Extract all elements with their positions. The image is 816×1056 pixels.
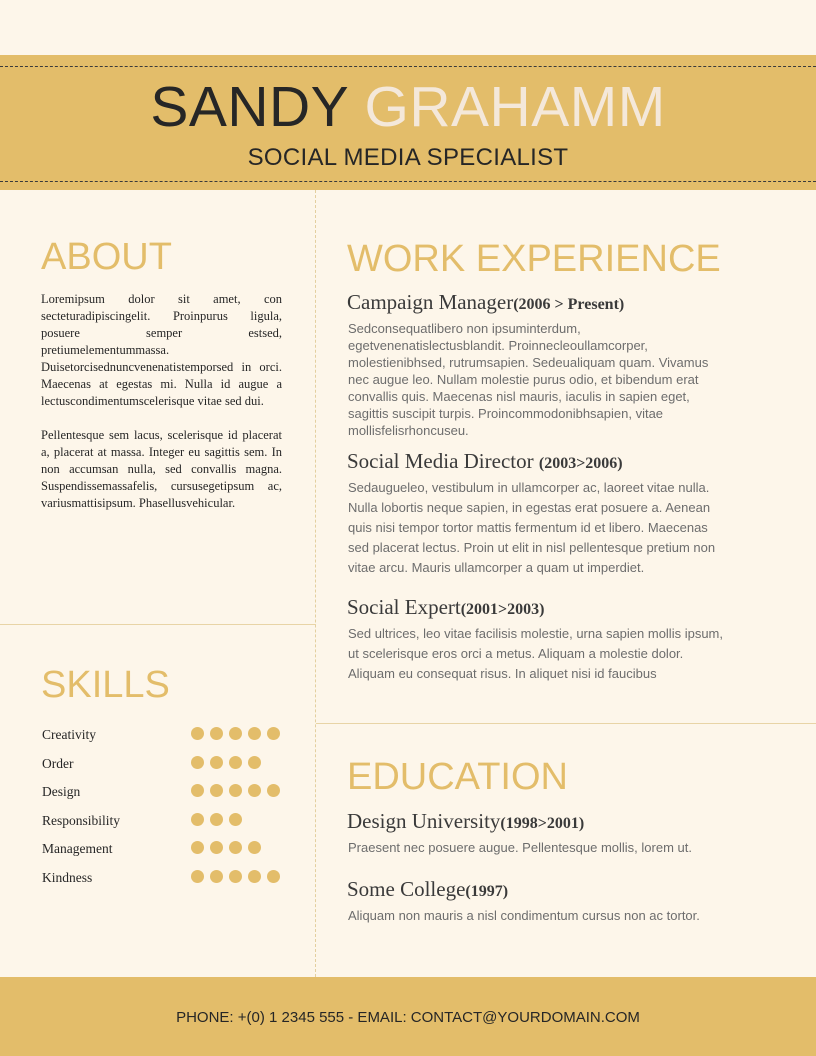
job-title: SOCIAL MEDIA SPECIALIST — [247, 144, 569, 171]
skill-dot — [191, 756, 204, 769]
about-skills-divider — [0, 624, 316, 625]
header-dashed-border-bottom — [0, 181, 816, 182]
skill-dot — [229, 756, 242, 769]
skill-name: Responsibility — [42, 812, 121, 828]
position-title: Social Expert — [347, 595, 461, 619]
skill-row — [42, 753, 292, 782]
skill-name: Creativity — [42, 727, 96, 742]
skill-row — [42, 867, 292, 896]
about-text — [41, 291, 282, 512]
about-paragraph: Loremipsum dolor sit amet, con secteturadipiscingelit. Proinpurus ligula, posuere semper estsed, pretiumelementummassa. Duisetorcisednuncvenenatistemporsed in orci. Maecenas at egestas mi. Nulla id augue a lectuscondimentumscelerisque vitae sed dui. — [41, 292, 282, 408]
education-entry-description: Aliquam non mauris a nisl condimentum cursus non ac tortor. — [348, 908, 700, 923]
position-dates: (2001>2003) — [460, 601, 545, 618]
last-name: GRAHAMM — [364, 75, 666, 139]
work-entry-title — [347, 449, 623, 474]
skill-name: Kindness — [42, 869, 93, 885]
skill-dot — [210, 727, 223, 740]
skill-row — [42, 781, 292, 810]
education-entry-title — [347, 809, 584, 834]
skill-name: Design — [42, 784, 81, 799]
skill-dot — [248, 870, 261, 883]
candidate-name — [0, 77, 816, 137]
skill-dot — [267, 727, 280, 740]
work-experience-heading: WORK EXPERIENCE — [347, 238, 721, 280]
skill-dot — [210, 870, 223, 883]
skill-dot — [267, 784, 280, 797]
position-title: Campaign Manager — [347, 290, 514, 314]
skill-name: Order — [42, 755, 74, 771]
skill-dot — [210, 756, 223, 769]
skill-dot — [191, 870, 204, 883]
skill-dot — [248, 841, 261, 854]
education-heading: EDUCATION — [347, 756, 568, 798]
skill-dot — [191, 841, 204, 854]
skill-dot — [248, 756, 261, 769]
skills-heading: SKILLS — [41, 664, 170, 706]
skill-dot — [267, 870, 280, 883]
skill-dot — [191, 813, 204, 826]
column-divider — [315, 190, 316, 977]
skill-dot — [191, 784, 204, 797]
work-entry-title — [347, 595, 545, 620]
position-title: Social Media Director — [347, 449, 534, 473]
skill-name: Management — [42, 841, 113, 856]
work-entry-title — [347, 290, 624, 315]
footer-banner — [0, 977, 816, 1056]
school-dates: (1997) — [465, 883, 509, 900]
skill-dot — [229, 870, 242, 883]
skill-row — [42, 838, 292, 867]
contact-info: PHONE: +(0) 1 2345 555 - EMAIL: CONTACT@YOURDOMAIN.COM — [176, 1009, 640, 1026]
skill-dot — [248, 784, 261, 797]
first-name: SANDY — [150, 75, 349, 139]
work-entry-description: Sedconsequatlibero non ipsuminterdum, egetvenenatislectusblandit. Proinnecleoullamcorper, molestienibhsed, rutrumsapien. Sedeualiquam quam. Vivamus nec augue leo. Nullam molestie purus odio, et bibendum erat convallis quis. Maecenas nisl mauris, iaculis in sapien eget, sagittis suscipit turpis. Proincommodonibhsapien, vitae mollisfelisrhoncuseu. — [348, 321, 709, 438]
skill-dot — [229, 727, 242, 740]
skill-dot — [229, 813, 242, 826]
skills-list — [42, 724, 292, 895]
work-entry-description: Sedaugueleo, vestibulum in ullamcorper ac, laoreet vitae nulla. Nulla lobortis neque sapien, in egestas erat posuere a. Aenean quis nisi tempor tortor mattis fermentum id et libero. Maecenas sed placerat lectus. Proin ut elit in nisl pellentesque pretium non vitae arcu. Mauris ullamcorper a quam ut imperdiet. — [348, 480, 716, 575]
school-name: Design University — [347, 809, 501, 833]
about-paragraph: Pellentesque sem lacus, scelerisque id placerat a, placerat at massa. Integer eu sagittis sem. In non accumsan nulla, sed convallis magna. Suspendissemassafelis, cursusegetipsum ac, variusmattisipsum. Phasellusvehicular. — [41, 428, 282, 510]
education-entry-title — [347, 877, 508, 902]
skill-dot — [210, 784, 223, 797]
header-banner — [0, 55, 816, 190]
about-heading: ABOUT — [41, 236, 172, 278]
skill-dot — [229, 784, 242, 797]
skill-dot — [248, 727, 261, 740]
skill-dot — [210, 813, 223, 826]
header-dashed-border-top — [0, 66, 816, 67]
work-entry-description: Sed ultrices, leo vitae facilisis molestie, urna sapien mollis ipsum, ut scelerisque eros orci a metus. Aliquam a molestie dolor. Aliquam eu consequat risus. In aliquet nisi id faucibus — [348, 626, 723, 681]
school-name: Some College — [347, 877, 466, 901]
skill-row — [42, 724, 292, 753]
skill-dot — [229, 841, 242, 854]
position-dates: (2003>2006) — [538, 455, 623, 472]
skill-row — [42, 810, 292, 839]
school-dates: (1998>2001) — [500, 815, 585, 832]
work-education-divider — [316, 723, 816, 724]
education-entry-description: Praesent nec posuere augue. Pellentesque mollis, lorem ut. — [348, 840, 692, 855]
skill-dot — [191, 727, 204, 740]
skill-dot — [210, 841, 223, 854]
position-dates: (2006 > Present) — [513, 296, 625, 313]
